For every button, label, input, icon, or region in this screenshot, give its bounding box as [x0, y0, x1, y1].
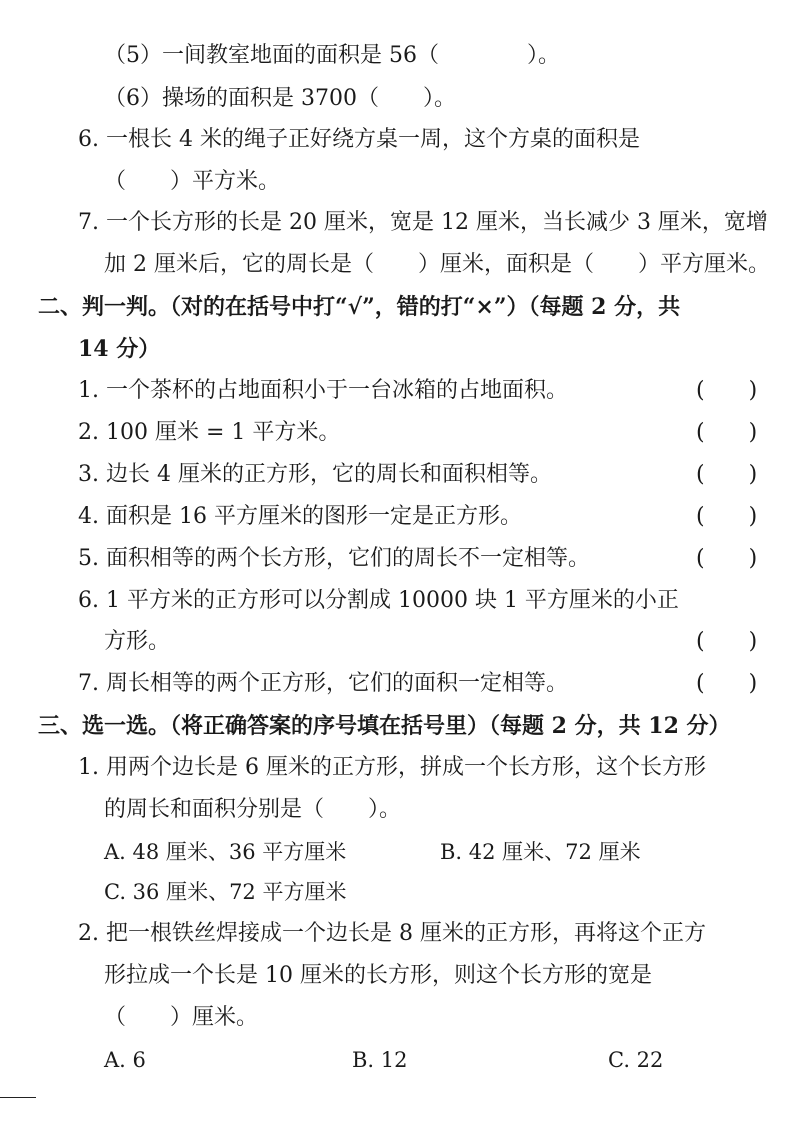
choice-q1-option-c: C. 36 厘米、72 平方厘米: [104, 880, 347, 904]
judge-item-6: 6. 1 平方米的正方形可以分割成 10000 块 1 平方厘米的小正: [78, 588, 679, 613]
question-7-line1: 7. 一个长方形的长是 20 厘米，宽是 12 厘米，当长减少 3 厘米，宽增: [78, 210, 768, 235]
choice-q1-option-a: A. 48 厘米、36 平方厘米: [104, 840, 347, 864]
answer-paren-1[interactable]: ( ): [696, 378, 758, 403]
judge-item-7: 7. 周长相等的两个正方形，它们的面积一定相等。: [78, 671, 568, 696]
judge-item-5: 5. 面积相等的两个长方形，它们的周长不一定相等。: [78, 546, 590, 571]
choice-q1-option-b: B. 42 厘米、72 厘米: [440, 840, 641, 864]
choice-q2-line3: （ ）厘米。: [104, 1005, 259, 1030]
section-3-title: 三、选一选。（将正确答案的序号填在括号里）（每题 2 分，共 12 分）: [38, 713, 731, 739]
question-6-sub: （6）操场的面积是 3700（ ）。: [104, 86, 456, 111]
answer-paren-4[interactable]: ( ): [696, 504, 758, 529]
answer-paren-7[interactable]: ( ): [696, 671, 758, 696]
answer-paren-6[interactable]: ( ): [696, 629, 758, 654]
judge-item-3: 3. 边长 4 厘米的正方形，它的周长和面积相等。: [78, 462, 552, 487]
judge-item-4: 4. 面积是 16 平方厘米的图形一定是正方形。: [78, 504, 522, 529]
judge-item-6-cont: 方形。: [104, 629, 171, 654]
choice-q2-option-a: A. 6: [104, 1048, 146, 1072]
section-2-title-cont: 14 分）: [78, 336, 161, 362]
section-2-title: 二、判一判。（对的在括号中打“√”，错的打“×”）（每题 2 分，共: [38, 294, 681, 320]
choice-q2-option-b: B. 12: [352, 1048, 408, 1072]
page-footer-rule: [0, 1097, 36, 1098]
choice-q1-line1: 1. 用两个边长是 6 厘米的正方形，拼成一个长方形，这个长方形: [78, 755, 706, 780]
choice-q2-option-c: C. 22: [608, 1048, 664, 1072]
question-5-sub: （5）一间教室地面的面积是 56（ ）。: [104, 43, 560, 68]
choice-q1-line2: 的周长和面积分别是（ ）。: [104, 797, 402, 822]
choice-q2-line2: 形拉成一个长是 10 厘米的长方形，则这个长方形的宽是: [104, 963, 652, 988]
question-7-line2: 加 2 厘米后，它的周长是（ ）厘米，面积是（ ）平方厘米。: [104, 252, 770, 277]
answer-paren-3[interactable]: ( ): [696, 462, 758, 487]
choice-q2-line1: 2. 把一根铁丝焊接成一个边长是 8 厘米的正方形，再将这个正方: [78, 921, 706, 946]
answer-paren-2[interactable]: ( ): [696, 420, 758, 445]
question-6-line2: （ ）平方米。: [104, 169, 281, 194]
question-6-line1: 6. 一根长 4 米的绳子正好绕方桌一周，这个方桌的面积是: [78, 127, 640, 152]
answer-paren-5[interactable]: ( ): [696, 546, 758, 571]
judge-item-2: 2. 100 厘米 = 1 平方米。: [78, 420, 341, 445]
judge-item-1: 1. 一个茶杯的占地面积小于一台冰箱的占地面积。: [78, 378, 568, 403]
